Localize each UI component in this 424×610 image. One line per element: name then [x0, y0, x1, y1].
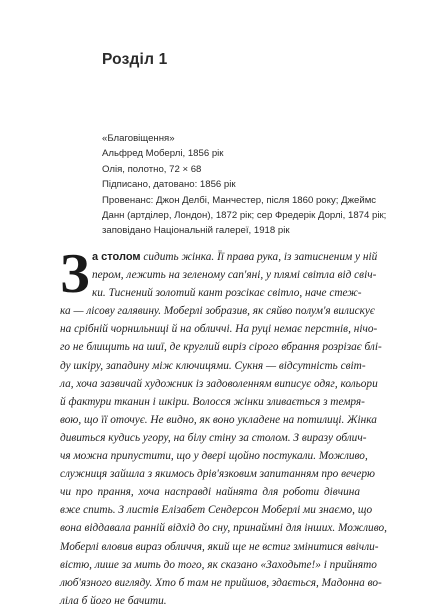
body-line: ла, хоча зазвичай художник із задоволенням виписує одяг, кольори [60, 377, 378, 390]
chapter-title: Розділ 1 [102, 51, 168, 68]
body-line: вона віддавала ранній відхід до сну, принаймні для інших. Можливо, [60, 522, 387, 535]
body-line: чи про прання, хоча насправді найнята для роботи дівчина [60, 486, 360, 499]
body-line: служниця зайшла з якимось дрів'язковим запитанням про вечерю [60, 468, 375, 481]
body-line: вістю, лише за мить до того, як сказано «Заходьте!» і прийнято [60, 558, 377, 571]
body-line: ки. Тиснений золотий кант розсікає світло, наче стеж- [92, 287, 362, 300]
lead-in: а столом [92, 251, 141, 263]
body-line: ду шкіру, западину між ключицями. Сукня — відсутність світ- [60, 359, 366, 372]
caption-provenance-1: Провенанс: Джон Делбі, Манчестер, після 1860 року; Джеймс [102, 194, 377, 206]
body-line: вою, що її оточує. Не видно, як воно укладене на потилиці. Жінка [60, 413, 377, 426]
body-line-last: ліла б його не бачити. [60, 594, 167, 607]
body-line: й фактури тканин і шкіри. Волосся жінки зливається з темря- [60, 395, 365, 408]
painting-caption [102, 131, 402, 239]
caption-provenance-3: заповідано Національній галереї, 1918 рік [102, 225, 290, 237]
body-line: Моберлі вловив вираз обличчя, який ще не встиг змінитися ввічли- [60, 540, 379, 553]
caption-title: «Благовіщення» [102, 133, 175, 144]
caption-medium: Олія, полотно, 72 × 68 [102, 163, 202, 175]
body-line: люб'язного вигляду. Хто б там не прийшов, здається, Мадонна во- [60, 576, 382, 589]
body-line: на срібній чорнильниці й на обличчі. На руці немає перстнів, нічо- [60, 323, 378, 336]
body-line: чя можна припустити, що у двері щойно постукали. Можливо, [60, 450, 368, 463]
body-line: го не блищить на шиї, де круглий виріз сірого вбрання розрізає блі- [60, 341, 382, 354]
first-line-text: сидить жінка. Її права рука, із затиснeним у ній [140, 251, 378, 263]
body-line [60, 248, 378, 266]
body-line: пером, лежить на зеленому сап'яні, у плямі світла від свіч- [92, 269, 377, 282]
caption-provenance-2: Данн (артділер, Лондон), 1872 рік; сер Фредерік Дорлі, 1874 рік; [102, 210, 387, 222]
caption-signed: Підписано, датовано: 1856 рік [102, 179, 236, 191]
body-text [60, 243, 387, 610]
body-line: ка — лісову галявину. Моберлі зобразив, як сяйво полум'я вилискує [60, 305, 375, 318]
body-line: дивиться кудись угору, на білу стіну за столом. З виразу облич- [60, 431, 367, 444]
caption-artist: Альфред Моберлі, 1856 рік [102, 148, 224, 160]
body-line: вже спить. З листів Елізабет Сендерсон Моберлі ми знаємо, що [60, 504, 373, 517]
drop-cap: З [60, 243, 90, 305]
